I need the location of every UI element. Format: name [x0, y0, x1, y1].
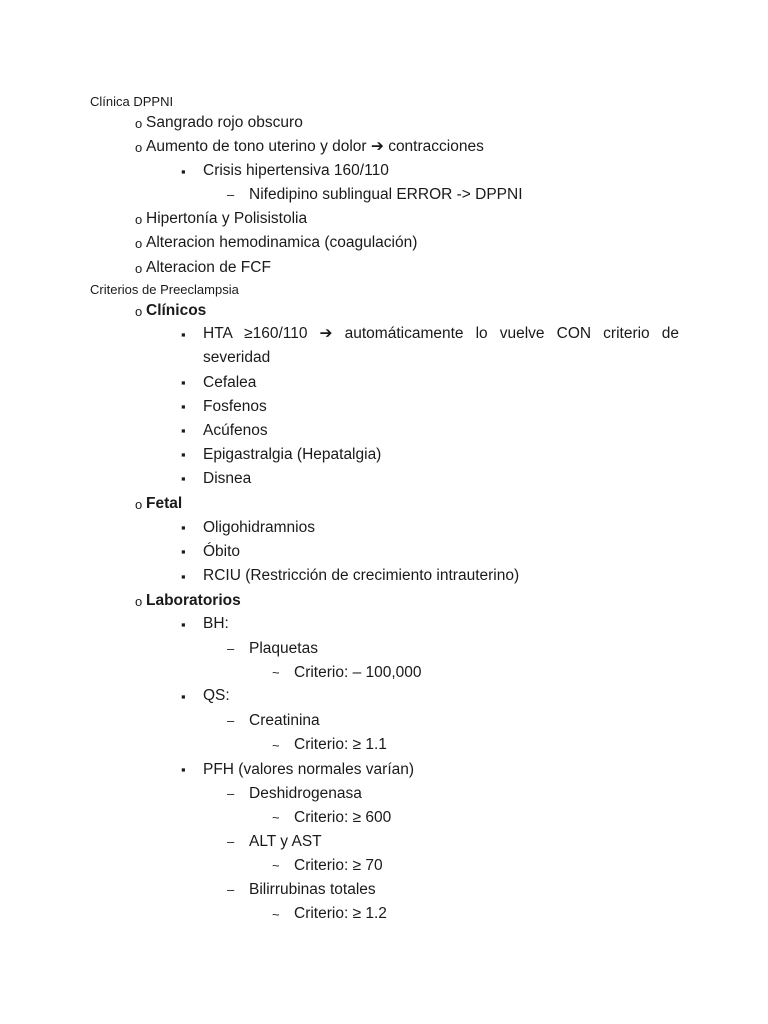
list-item: Bilirrubinas totales	[249, 881, 376, 898]
square-bullet: ▪	[181, 423, 186, 438]
circle-bullet: o	[135, 212, 143, 227]
dash-bullet: –	[227, 882, 235, 897]
list-item: Criterio: ≥ 1.1	[294, 736, 387, 753]
list-item: Hipertonía y Polisistolia	[146, 210, 308, 227]
square-bullet: ▪	[181, 164, 186, 179]
square-bullet: ▪	[181, 689, 186, 704]
list-item: Criterio: ≥ 600	[294, 809, 392, 826]
circle-bullet: o	[135, 497, 143, 512]
dash-bullet: –	[227, 641, 235, 656]
list-item: Criterio: ≥ 1.2	[294, 905, 387, 922]
square-bullet: ▪	[181, 617, 186, 632]
subheading-fetal: Fetal	[146, 495, 183, 512]
tilde-bullet: ~	[272, 665, 280, 680]
list-item: Alteracion de FCF	[146, 259, 271, 276]
list-item: Criterio: ≥ 70	[294, 857, 383, 874]
list-item: Acúfenos	[203, 422, 268, 439]
square-bullet: ▪	[181, 544, 186, 559]
circle-bullet: o	[135, 304, 143, 319]
tilde-bullet: ~	[272, 810, 280, 825]
list-item-hta: HTA ≥160/110 ➔ automáticamente lo vuelve CON criterio de	[203, 325, 679, 342]
section-title-preeclampsia: Criterios de Preeclampsia	[90, 282, 239, 297]
subheading-clinicos: Clínicos	[146, 302, 207, 319]
list-item-bh: BH:	[203, 615, 229, 632]
list-item: Alteracion hemodinamica (coagulación)	[146, 234, 418, 251]
list-item: RCIU (Restricción de crecimiento intrauterino)	[203, 567, 520, 584]
list-item: ALT y AST	[249, 833, 322, 850]
dash-bullet: –	[227, 187, 235, 202]
list-item: Deshidrogenasa	[249, 785, 362, 802]
tilde-bullet: ~	[272, 858, 280, 873]
square-bullet: ▪	[181, 471, 186, 486]
section-title-clinica: Clínica DPPNI	[90, 94, 174, 109]
subheading-laboratorios: Laboratorios	[146, 592, 241, 609]
circle-bullet: o	[135, 116, 143, 131]
list-item: Nifedipino sublingual ERROR -> DPPNI	[249, 186, 523, 203]
circle-bullet: o	[135, 236, 143, 251]
square-bullet: ▪	[181, 399, 186, 414]
tilde-bullet: ~	[272, 738, 280, 753]
square-bullet: ▪	[181, 762, 186, 777]
list-item: Plaquetas	[249, 640, 318, 657]
circle-bullet: o	[135, 594, 143, 609]
square-bullet: ▪	[181, 375, 186, 390]
list-item: Aumento de tono uterino y dolor ➔ contracciones	[146, 138, 484, 155]
list-item-pfh: PFH (valores normales varían)	[203, 761, 415, 778]
list-item: Creatinina	[249, 712, 320, 729]
square-bullet: ▪	[181, 569, 186, 584]
list-item: Sangrado rojo obscuro	[146, 114, 303, 131]
list-item-qs: QS:	[203, 687, 230, 704]
list-item: Epigastralgia (Hepatalgia)	[203, 446, 382, 463]
square-bullet: ▪	[181, 447, 186, 462]
dash-bullet: –	[227, 786, 235, 801]
list-item: Disnea	[203, 470, 252, 487]
dash-bullet: –	[227, 834, 235, 849]
dash-bullet: –	[227, 713, 235, 728]
list-item: Cefalea	[203, 374, 257, 391]
square-bullet: ▪	[181, 327, 186, 342]
list-item: Oligohidramnios	[203, 519, 315, 536]
list-item: Fosfenos	[203, 398, 267, 415]
list-item-hta-cont: severidad	[203, 349, 271, 366]
list-item: Crisis hipertensiva 160/110	[203, 162, 389, 179]
list-item: Óbito	[203, 543, 241, 560]
square-bullet: ▪	[181, 520, 186, 535]
circle-bullet: o	[135, 140, 143, 155]
circle-bullet: o	[135, 261, 143, 276]
tilde-bullet: ~	[272, 907, 280, 922]
list-item: Criterio: – 100,000	[294, 664, 422, 681]
